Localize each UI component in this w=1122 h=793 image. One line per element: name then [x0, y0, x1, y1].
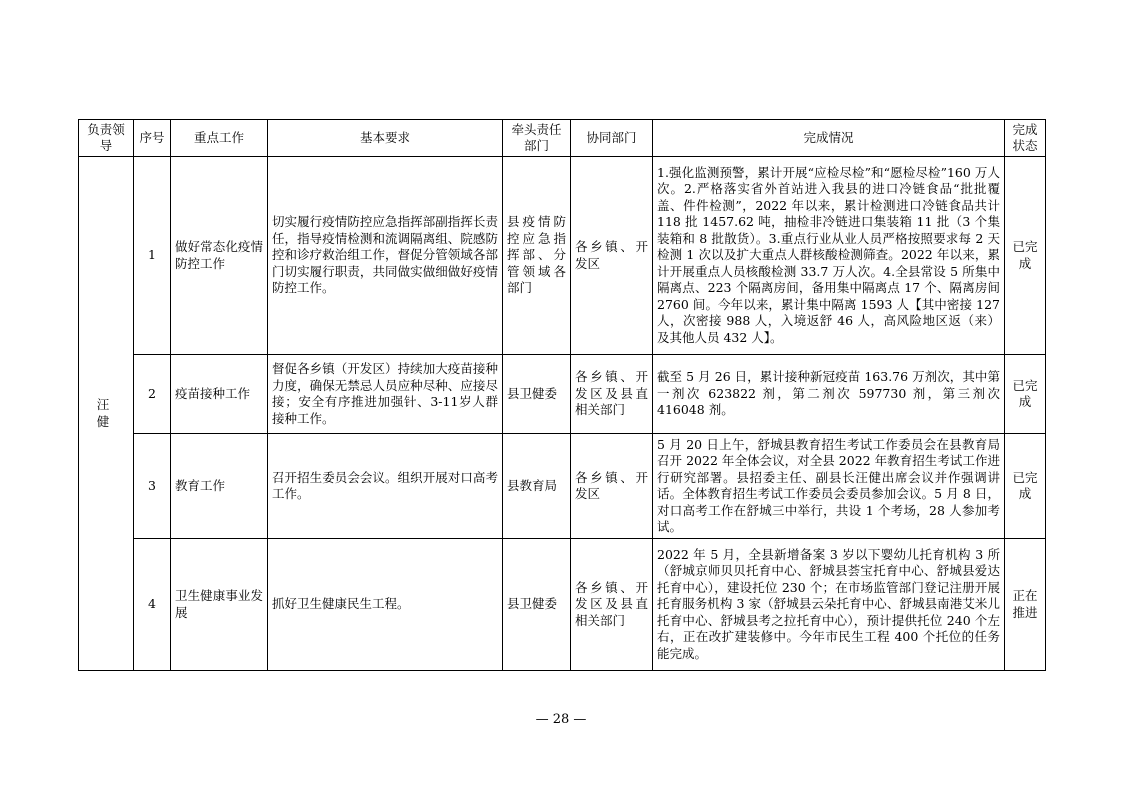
- row-status: 已完成: [1005, 355, 1046, 434]
- header-requirement: 基本要求: [268, 120, 503, 157]
- row-task: 做好常态化疫情防控工作: [171, 157, 268, 355]
- header-row: [79, 120, 1046, 157]
- page-number: — 28 —: [535, 712, 587, 727]
- row-number: 1: [134, 157, 171, 355]
- header-no: 序号: [134, 120, 171, 157]
- table-row: [79, 157, 1046, 355]
- row-requirement: 召开招生委员会会议。组织开展对口高考工作。: [268, 434, 503, 539]
- row-status: 已完成: [1005, 434, 1046, 539]
- row-number: 4: [134, 539, 171, 671]
- row-task: 疫苗接种工作: [171, 355, 268, 434]
- table-row: [79, 355, 1046, 434]
- row-progress: 5 月 20 日上午，舒城县教育招生考试工作委员会在县教育局召开 2022 年全体会议，对全县 2022 年教育招生考试工作进行研究部署。县招委主任、副县长汪健出席会议并作强调讲话。全体教育招生考试工作委员会委员参加会议。5 月 8 日，对口高考工作在舒城三中举行，共设 1 个考场，28 人参加考试。: [653, 434, 1005, 539]
- row-coop-dept: 各乡镇、开发区: [571, 157, 653, 355]
- row-coop-dept: 各乡镇、开发区及县直相关部门: [571, 355, 653, 434]
- row-status: 正在推进: [1005, 539, 1046, 671]
- table-row: [79, 539, 1046, 671]
- header-coop-dept: 协同部门: [571, 120, 653, 157]
- row-progress: 1.强化监测预警，累计开展“应检尽检”和“愿检尽检”160 万人次。2.严格落实省外首站进入我县的进口冷链食品“批批覆盖、件件检测”，2022 年以来，累计检测进口冷链食品共计 118 批 1457.62 吨，抽检非冷链进口集装箱 11 批（3 个集装箱和 8 批散货）。3.重点行业从业人员严格按照要求每 2 天检测 1 次以及扩大重点人群核酸检测筛查。2022 年以来，累计开展重点人员核酸检测 33.7 万人次。4.全县常设 5 所集中隔离点、223 个隔离房间，备用集中隔离点 17 个、隔离房间 2760 间。今年以来，累计集中隔离 1593 人【其中密接 127 人，次密接 988 人，入境返舒 46 人，高风险地区返（来）及其他人员 432 人】。: [653, 157, 1005, 355]
- row-requirement: 督促各乡镇（开发区）持续加大疫苗接种力度，确保无禁忌人员应种尽种、应接尽接；安全有序推进加强针、3-11岁人群接种工作。: [268, 355, 503, 434]
- header-status: 完成状态: [1005, 120, 1046, 157]
- row-lead-dept: 县卫健委: [503, 539, 571, 671]
- row-progress: 2022 年 5 月，全县新增备案 3 岁以下婴幼儿托育机构 3 所（舒城京师贝贝托育中心、舒城县荟宝托育中心、舒城县爱达托育中心），建设托位 230 个；在市场监管部门登记注册开展托育服务机构 3 家（舒城县云朵托育中心、舒城县南港艾米儿托育中心、舒城县考之拉托育中心），预计提供托位 240 个左右，正在改扩建装修中。今年市民生工程 400 个托位的任务能完成。: [653, 539, 1005, 671]
- row-status: 已完成: [1005, 157, 1046, 355]
- row-progress: 截至 5 月 26 日，累计接种新冠疫苗 163.76 万剂次，其中第一剂次 623822 剂，第二剂次 597730 剂，第三剂次 416048 剂。: [653, 355, 1005, 434]
- row-task: 教育工作: [171, 434, 268, 539]
- row-lead-dept: 县疫情防控应急指挥部、分管领域各部门: [503, 157, 571, 355]
- row-lead-dept: 县卫健委: [503, 355, 571, 434]
- header-leader: 负责领导: [79, 120, 134, 157]
- header-task: 重点工作: [171, 120, 268, 157]
- leader-cell: 汪 健: [79, 157, 134, 671]
- table-row: [79, 434, 1046, 539]
- header-progress: 完成情况: [653, 120, 1005, 157]
- row-task: 卫生健康事业发展: [171, 539, 268, 671]
- row-coop-dept: 各乡镇、开发区: [571, 434, 653, 539]
- row-requirement: 抓好卫生健康民生工程。: [268, 539, 503, 671]
- row-number: 2: [134, 355, 171, 434]
- header-lead-dept: 牵头责任部门: [503, 120, 571, 157]
- row-requirement: 切实履行疫情防控应急指挥部副指挥长责任，指导疫情检测和流调隔离组、院感防控和诊疗救治组工作，督促分管领域各部门切实履行职责，共同做实做细做好疫情防控工作。: [268, 157, 503, 355]
- row-lead-dept: 县教育局: [503, 434, 571, 539]
- work-table: [78, 119, 1046, 671]
- row-coop-dept: 各乡镇、开发区及县直相关部门: [571, 539, 653, 671]
- row-number: 3: [134, 434, 171, 539]
